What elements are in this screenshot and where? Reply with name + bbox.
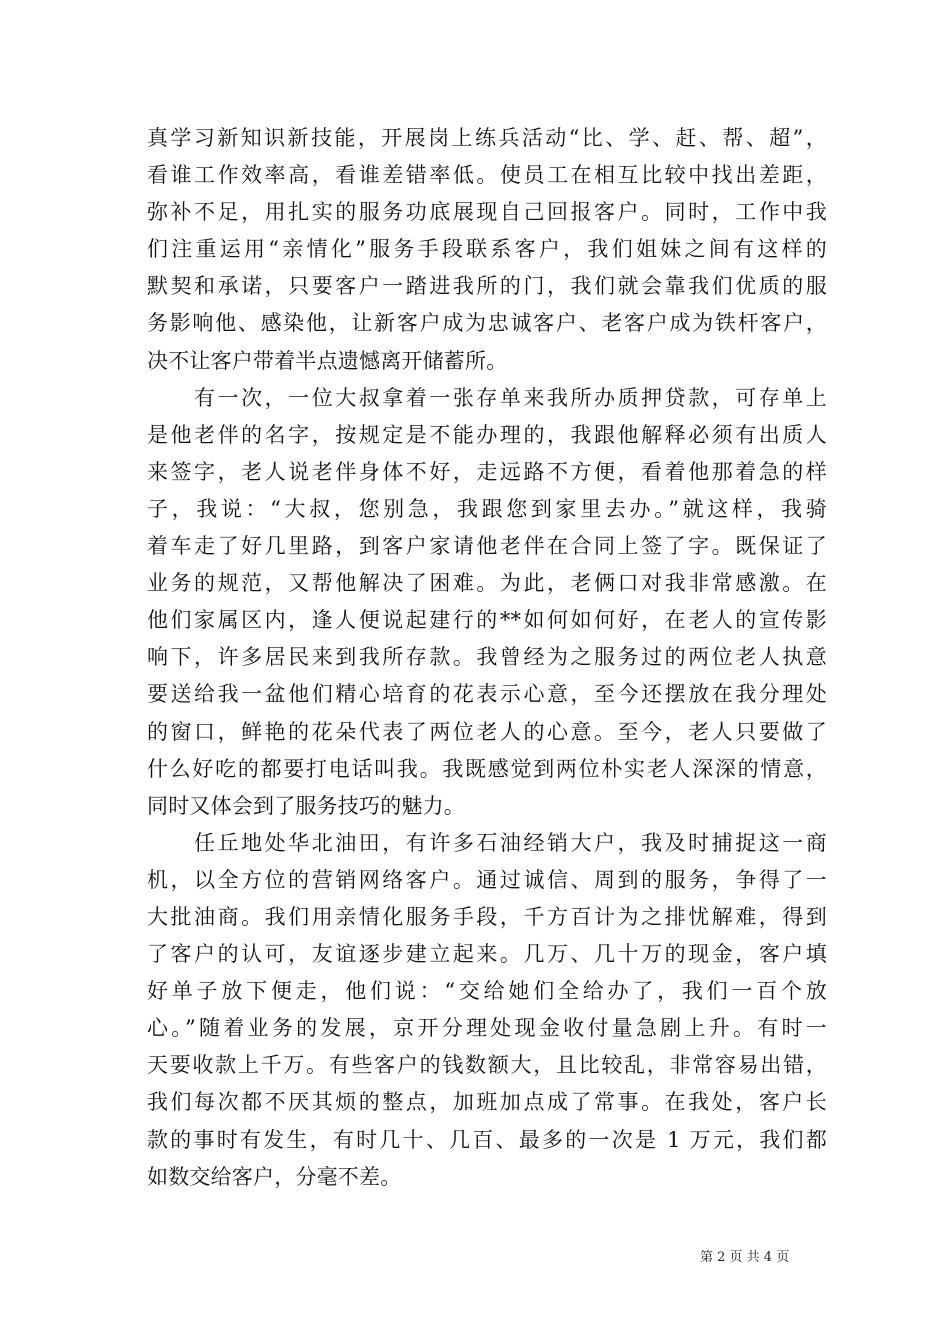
text-line: 看谁工作效率高，看谁差错率低。使员工在相互比较中找出差距， xyxy=(147,163,827,188)
text-line: 大批油商。我们用亲情化服务手段，千方百计为之排忧解难，得到 xyxy=(147,904,827,929)
text-line: 什么好吃的都要打电话叫我。我既感觉到两位朴实老人深深的情意， xyxy=(147,756,827,781)
text-line: 子，我说：“大叔，您别急，我跟您到家里去办。”就这样，我骑 xyxy=(147,496,827,521)
text-line: 同时又体会到了服务技巧的魅力。 xyxy=(147,793,465,818)
text-line: 弥补不足，用扎实的服务功底展现自己回报客户。同时，工作中我 xyxy=(147,200,827,225)
text-line: 是他老伴的名字，按规定是不能办理的，我跟他解释必须有出质人 xyxy=(147,422,827,447)
text-line: 天要收款上千万。有些客户的钱数额大，且比较乱，非常容易出错， xyxy=(147,1053,827,1078)
text-line: 业务的规范，又帮他解决了困难。为此，老俩口对我非常感激。在 xyxy=(147,571,827,596)
text-line: 有一次，一位大叔拿着一张存单来我所办质押贷款，可存单上 xyxy=(147,385,827,410)
text-line: 他们家属区内，逢人便说起建行的**如何如何好，在老人的宣传影 xyxy=(147,608,827,633)
text-line: 响下，许多居民来到我所存款。我曾经为之服务过的两位老人执意 xyxy=(147,645,827,670)
text-line: 的窗口，鲜艳的花朵代表了两位老人的心意。至今，老人只要做了 xyxy=(147,719,827,744)
page-number: 第 2 页 共 4 页 xyxy=(700,1250,790,1265)
text-line: 要送给我一盆他们精心培育的花表示心意，至今还摆放在我分理处 xyxy=(147,682,827,707)
text-line: 任丘地处华北油田，有许多石油经销大户，我及时捕捉这一商 xyxy=(147,830,827,855)
text-line: 我们每次都不厌其烦的整点，加班加点成了常事。在我处，客户长 xyxy=(147,1090,827,1115)
text-line: 务影响他、感染他，让新客户成为忠诚客户、老客户成为铁杆客户， xyxy=(147,311,827,336)
body-text xyxy=(147,120,827,1196)
text-line: 来签字，老人说老伴身体不好，走远路不方便，看着他那着急的样 xyxy=(147,459,827,484)
text-line: 了客户的认可，友谊逐步建立起来。几万、几十万的现金，客户填 xyxy=(147,942,827,967)
text-line: 决不让客户带着半点遗憾离开储蓄所。 xyxy=(147,348,508,373)
text-line: 机，以全方位的营销网络客户。通过诚信、周到的服务，争得了一 xyxy=(147,867,827,892)
text-line: 着车走了好几里路，到客户家请他老伴在合同上签了字。既保证了 xyxy=(147,534,827,559)
text-line: 如数交给客户，分毫不差。 xyxy=(147,1164,402,1189)
text-line: 们注重运用“亲情化”服务手段联系客户，我们姐妹之间有这样的 xyxy=(147,237,827,262)
text-line: 好单子放下便走，他们说：“交给她们全给办了，我们一百个放 xyxy=(147,979,827,1004)
text-line: 款的事时有发生，有时几十、几百、最多的一次是 1 万元，我们都 xyxy=(147,1127,827,1152)
text-line: 真学习新知识新技能，开展岗上练兵活动“比、学、赶、帮、超”， xyxy=(147,126,827,150)
text-line: 默契和承诺，只要客户一踏进我所的门，我们就会靠我们优质的服 xyxy=(147,274,827,299)
text-line: 心。”随着业务的发展，京开分理处现金收付量急剧上升。有时一 xyxy=(147,1016,827,1041)
